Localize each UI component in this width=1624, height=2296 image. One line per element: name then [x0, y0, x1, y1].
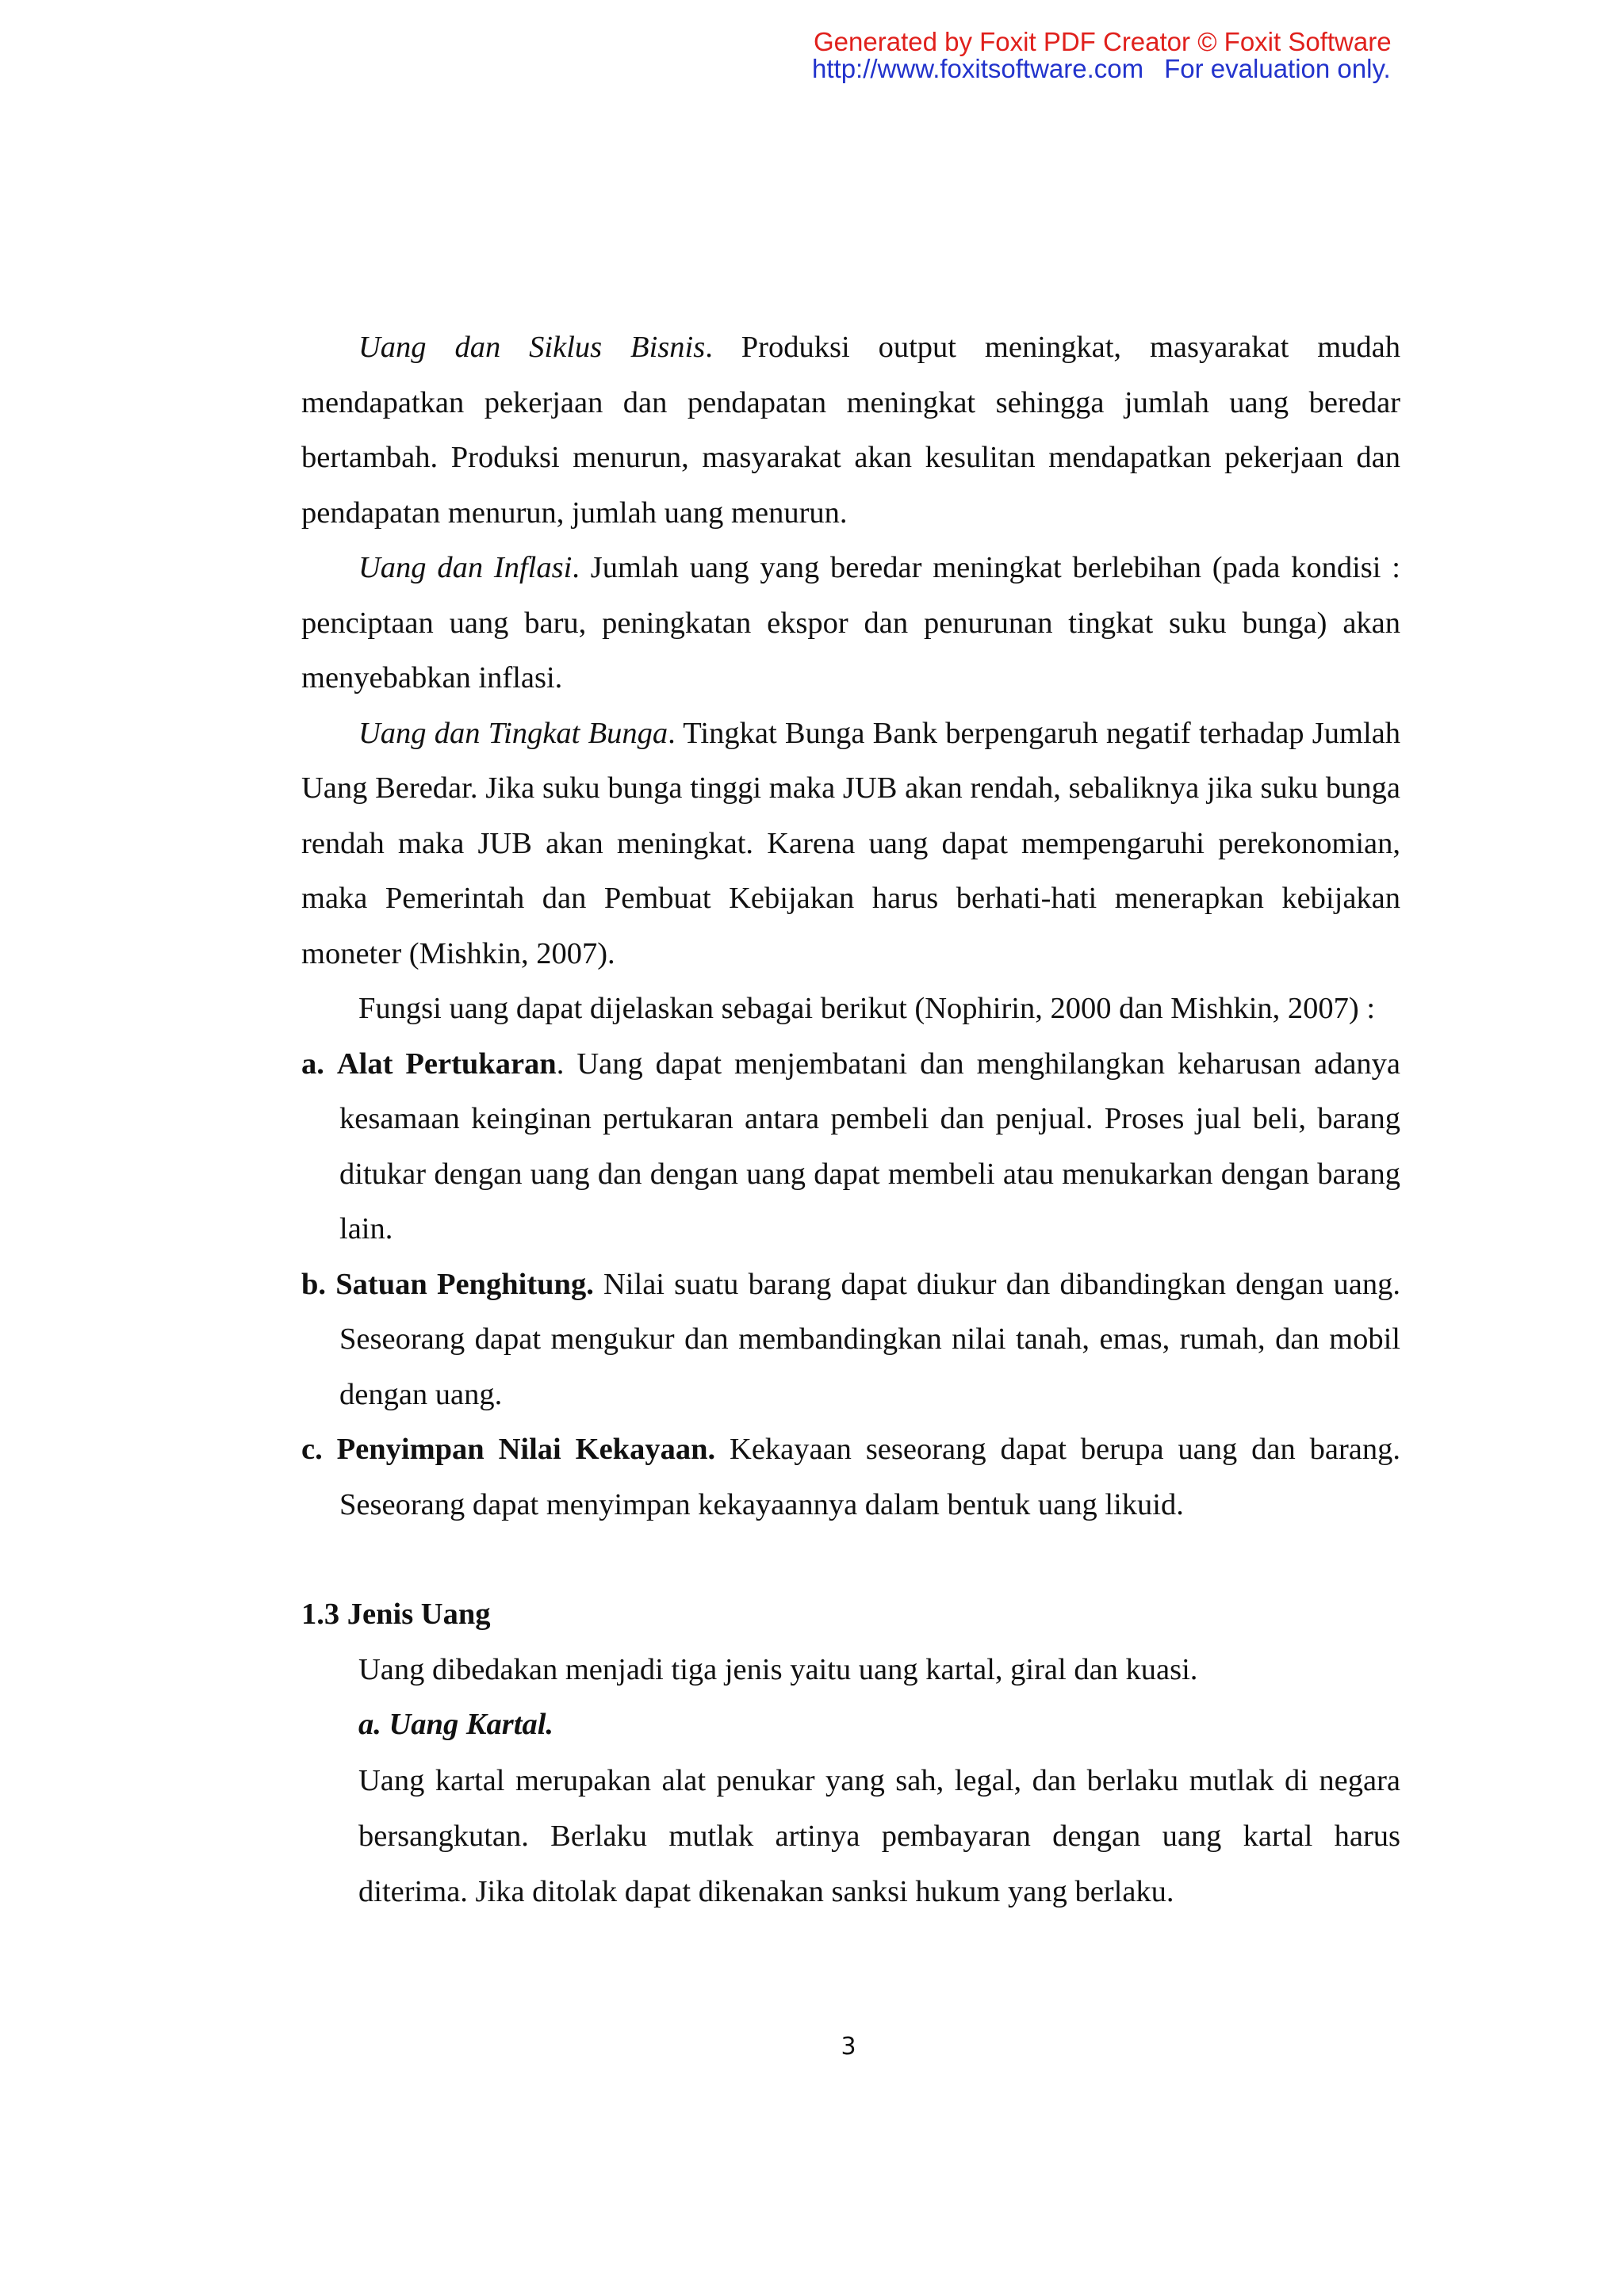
section-content	[301, 1643, 1400, 1919]
subsection-heading: a. Uang Kartal.	[358, 1708, 554, 1741]
list-item	[301, 1422, 1400, 1533]
document-body	[301, 320, 1400, 1919]
paragraph-term: Uang dan Tingkat Bunga	[358, 716, 668, 750]
paragraph-fungsi-intro: Fungsi uang dapat dijelaskan sebagai berikut (Nophirin, 2000 dan Mishkin, 2007) :	[358, 992, 1376, 1025]
section-intro: Uang dibedakan menjadi tiga jenis yaitu uang kartal, giral dan kuasi.	[358, 1652, 1198, 1686]
paragraph-term: Uang dan Inflasi	[358, 551, 573, 584]
list-marker: b.	[301, 1267, 327, 1301]
subsection-paragraph: Uang kartal merupakan alat penukar yang sah, legal, dan berlaku mutlak di negara bersangkutan. Berlaku mutlak artinya pembayaran dengan uang kartal harus diterima. Jika ditolak dapat dikenakan sanksi hukum yang berlaku.	[358, 1763, 1400, 1908]
list-term: Penyimpan Nilai Kekayaan.	[336, 1433, 716, 1466]
watermark-creator-line: Generated by Foxit PDF Creator © Foxit Software	[814, 27, 1392, 56]
section-heading: 1.3 Jenis Uang	[301, 1598, 491, 1631]
list-term: Satuan Penghitung.	[335, 1267, 594, 1301]
paragraph-tingkat-bunga	[301, 706, 1400, 982]
list-marker: a.	[301, 1047, 324, 1081]
paragraph-term: Uang dan Siklus Bisnis	[358, 331, 706, 364]
paragraph-siklus-bisnis	[301, 320, 1400, 541]
paragraph-text: . Produksi output meningkat, masyarakat mudah mendapatkan pekerjaan dan pendapatan meningkat sehingga jumlah uang beredar bertambah. Produksi menurun, masyarakat akan kesulitan mendapatkan pekerjaan dan pendapatan menurun, jumlah uang menurun.	[301, 331, 1400, 530]
list-item	[301, 1037, 1400, 1257]
page-number: 3	[841, 2033, 856, 2061]
list-marker: c.	[301, 1433, 323, 1466]
watermark-url: http://www.foxitsoftware.com	[812, 54, 1144, 83]
paragraph-text: . Tingkat Bunga Bank berpengaruh negatif terhadap Jumlah Uang Beredar. Jika suku bunga tinggi maka JUB akan rendah, sebaliknya jika suku bunga rendah maka JUB akan meningkat. Karena uang dapat mempengaruhi perekonomian, maka Pemerintah dan Pembuat Kebijakan harus berhati-hati menerapkan kebijakan moneter (Mishkin, 2007).	[301, 716, 1400, 970]
paragraph-text: . Jumlah uang yang beredar meningkat berlebihan (pada kondisi : penciptaan uang baru, peningkatan ekspor dan penurunan tingkat suku bunga) akan menyebabkan inflasi.	[301, 551, 1400, 695]
paragraph-inflasi	[301, 541, 1400, 706]
section-spacer	[301, 1533, 1400, 1587]
list-text: Nilai suatu barang dapat diukur dan dibandingkan dengan uang. Seseorang dapat mengukur dan membandingkan nilai tanah, emas, rumah, dan mobil dengan uang.	[339, 1267, 1401, 1411]
list-item	[301, 1257, 1400, 1423]
watermark-url-line	[812, 55, 1431, 82]
watermark-note: For evaluation only.	[1164, 54, 1391, 83]
list-text: . Uang dapat menjembatani dan menghilangkan keharusan adanya kesamaan keinginan pertukaran antara pembeli dan penjual. Proses jual beli, barang ditukar dengan uang dan dengan uang dapat membeli atau menukarkan dengan barang lain.	[339, 1047, 1401, 1246]
evaluation-watermark	[812, 29, 1431, 82]
list-text: Kekayaan seseorang dapat berupa uang dan barang. Seseorang dapat menyimpan kekayaannya dalam bentuk uang likuid.	[339, 1433, 1400, 1521]
list-term: Alat Pertukaran	[336, 1047, 557, 1081]
